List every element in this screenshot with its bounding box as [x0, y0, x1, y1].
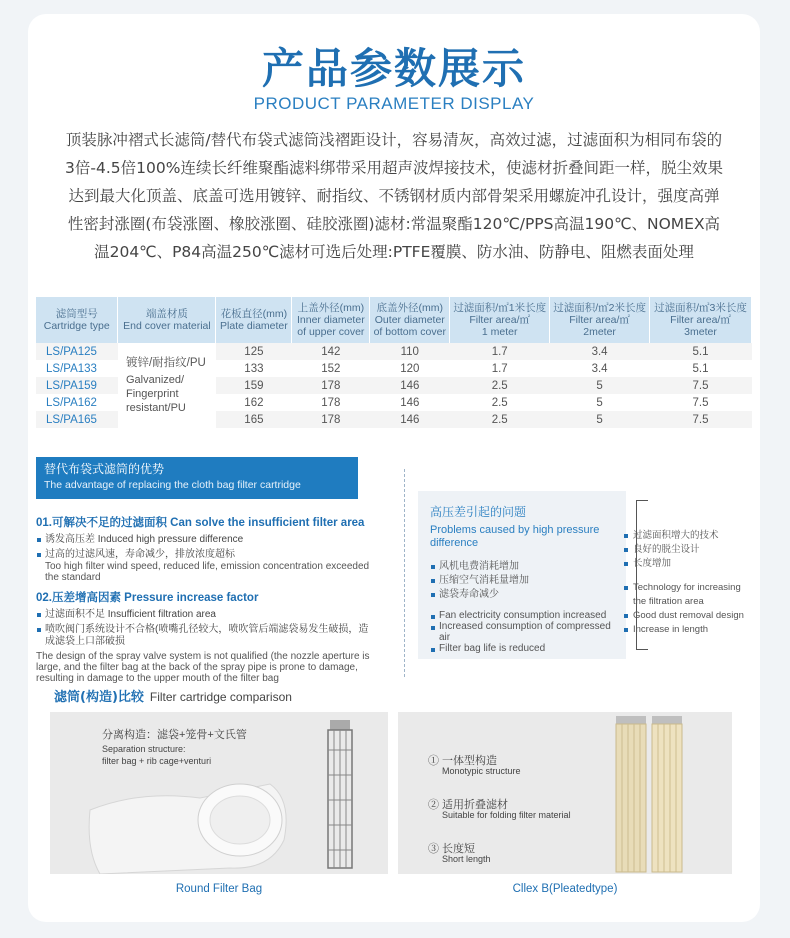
- cell-area2: 3.4: [550, 360, 650, 377]
- cell-area3: 5.1: [650, 343, 752, 360]
- cell-upper: 178: [292, 394, 370, 411]
- cell-plate: 125: [216, 343, 292, 360]
- pleated-feature-2-en: Suitable for folding filter material: [442, 810, 571, 820]
- cell-upper: 178: [292, 411, 370, 428]
- cell-upper: 152: [292, 360, 370, 377]
- cell-area3: 7.5: [650, 377, 752, 394]
- problem-item: 风机电费消耗增加: [430, 560, 616, 574]
- advantages-section: [36, 514, 371, 684]
- comparison-panel-pleated: [398, 712, 732, 874]
- bag-structure-cn: 分离构造：滤袋+笼骨+文氏管: [102, 729, 247, 741]
- advantage-heading-2: 02.压差增高因素 Pressure increase factor: [36, 592, 259, 604]
- intro-paragraph: 顶装脉冲褶式长滤筒/替代布袋式滤筒浅褶距设计，容易清灰，高效过滤，过滤面积为相同布袋的3倍-4.5倍100%连续长纤维聚酯滤料绑带采用超声波焊接技术，使滤材折叠间距一样，脱尘效果达到最大化顶盖、底盖可选用镀锌、耐指纹、不锈钢材质内部骨架采用螺旋冲孔设计，强度高弹性密封涨圈(布袋涨圈、橡胶涨圈、硅胶涨圈)滤材:常温聚酯120℃/PPS高温190℃、NOMEX高温204℃、P84高温250℃滤材可选后处理:PTFE覆膜、防水油、防静电、阻燃表面处理: [65, 131, 723, 261]
- cell-area3: 7.5: [650, 394, 752, 411]
- cell-bottom: 146: [370, 377, 450, 394]
- problems-title-cn: 高压差引起的问题: [430, 505, 527, 519]
- solution-item: 良好的脱尘设计: [624, 543, 760, 557]
- problems-title-en: Problems caused by high pressure difference: [430, 524, 600, 549]
- bag-structure-en1: Separation structure:: [102, 744, 186, 754]
- advantage-bullet-en: Too high filter wind speed, reduced life, emission concentration exceeded the standard: [45, 561, 370, 583]
- pleated-feature-3: ③ 长度短: [428, 843, 476, 855]
- cell-area1: 1.7: [450, 360, 550, 377]
- table-header-row: [36, 297, 752, 343]
- problem-item-en: Filter bag life is reduced: [430, 643, 616, 654]
- cell-plate: 165: [216, 411, 292, 428]
- cell-upper: 142: [292, 343, 370, 360]
- problem-item: 压缩空气消耗量增加: [430, 574, 616, 588]
- bag-structure-en2: filter bag + rib cage+venturi: [102, 756, 212, 766]
- cell-material: [118, 343, 216, 428]
- cell-area2: 5: [550, 411, 650, 428]
- content-card: [28, 14, 760, 922]
- comparison-title: 滤筒(构造)比较 Filter cartridge comparison: [54, 690, 292, 705]
- problems-box: [418, 491, 626, 659]
- solution-item-en: Good dust removal design: [624, 609, 760, 623]
- advantages-banner: [36, 457, 358, 499]
- advantage-bullet: 过滤面积不足 Insufficient filtration area: [36, 609, 371, 621]
- header-upper-cover: 上盖外径(mm) Inner diameter of upper cover: [292, 297, 370, 343]
- cell-area1: 2.5: [450, 394, 550, 411]
- cell-bottom: 146: [370, 411, 450, 428]
- page-subtitle: PRODUCT PARAMETER DISPLAY: [253, 94, 535, 113]
- parameter-table: [36, 297, 752, 428]
- cell-area2: 5: [550, 394, 650, 411]
- header-area-1m: 过滤面积/㎡1米长度 Filter area/㎡ 1 meter: [450, 297, 550, 343]
- cell-bottom: 110: [370, 343, 450, 360]
- problem-item: 滤袋寿命减少: [430, 588, 616, 602]
- cell-area1: 2.5: [450, 411, 550, 428]
- solutions-list: [624, 529, 760, 637]
- advantages-banner-cn: 替代布袋式滤筒的优势: [44, 462, 165, 476]
- pleated-feature-2: ② 适用折叠滤材: [428, 799, 509, 811]
- cell-area2: 3.4: [550, 343, 650, 360]
- divider: [404, 469, 405, 677]
- cell-model: LS/PA165: [36, 411, 118, 428]
- problem-item-en: Increased consumption of compressed air: [430, 621, 616, 643]
- advantage-bullet: 诱发高压差 Induced high pressure difference: [36, 534, 371, 546]
- cell-plate: 159: [216, 377, 292, 394]
- cell-area1: 2.5: [450, 377, 550, 394]
- cell-model: LS/PA162: [36, 394, 118, 411]
- header-area-3m: 过滤面积/㎡3米长度 Filter area/㎡ 3meter: [650, 297, 752, 343]
- comparison-panel-bag: [50, 712, 388, 874]
- material-cn: 镀锌/耐指纹/PU: [125, 357, 206, 369]
- material-en: Galvanized/ Fingerprint resistant/PU: [125, 374, 186, 414]
- solution-item: 过滤面积增大的技术: [624, 529, 760, 543]
- header-plate-diameter: 花板直径(mm) Plate diameter: [216, 297, 292, 343]
- cell-model: LS/PA125: [36, 343, 118, 360]
- table-row: [36, 343, 752, 360]
- cell-area3: 5.1: [650, 360, 752, 377]
- cell-area2: 5: [550, 377, 650, 394]
- caption-round-bag: Round Filter Bag: [175, 883, 263, 895]
- page-title: 产品参数展示: [261, 44, 526, 93]
- advantage-paragraph-en: The design of the spray valve system is not qualified (the nozzle aperture is large, and the filter bag at the back of the spray pipe is prone to damage, resulting in damage to the upper mouth of the filter bag: [36, 651, 370, 684]
- cell-area1: 1.7: [450, 343, 550, 360]
- advantage-heading-1: 01.可解决不足的过滤面积 Can solve the insufficient filter area: [36, 517, 365, 529]
- cell-bottom: 146: [370, 394, 450, 411]
- cell-model: LS/PA133: [36, 360, 118, 377]
- advantage-bullet: 喷吹阀门系统设计不合格(喷嘴孔径较大，喷吹管后端滤袋易发生破损，造成滤袋上口部破损: [36, 624, 371, 648]
- caption-pleated: Cllex B(Pleatedtype): [512, 883, 618, 895]
- cell-plate: 162: [216, 394, 292, 411]
- pleated-feature-3-en: Short length: [442, 854, 491, 864]
- cell-model: LS/PA159: [36, 377, 118, 394]
- header-area-2m: 过滤面积/㎡2米长度 Filter area/㎡ 2meter: [550, 297, 650, 343]
- header-cartridge-type: 滤筒型号 Cartridge type: [36, 297, 118, 343]
- problem-item-en: Fan electricity consumption increased: [430, 610, 616, 621]
- pleated-feature-1: ① 一体型构造: [428, 755, 498, 767]
- cell-area3: 7.5: [650, 411, 752, 428]
- cell-bottom: 120: [370, 360, 450, 377]
- filter-bag-image: [80, 770, 290, 874]
- solution-item-en: Technology for increasing: [624, 581, 760, 595]
- solution-item-en-cont: the filtration area: [633, 596, 704, 607]
- cell-upper: 178: [292, 377, 370, 394]
- pleated-cartridge-image: [612, 716, 688, 874]
- rib-cage-image: [320, 720, 360, 870]
- pleated-feature-1-en: Monotypic structure: [442, 766, 521, 776]
- advantage-bullet: 过高的过滤风速，寿命减少，排放浓度超标 Too high filter wind speed, reduced life, emission concentration exceeded the standard: [36, 549, 371, 583]
- solution-item: 长度增加: [624, 557, 760, 571]
- header-end-cover: 端盖材质 End cover material: [118, 297, 216, 343]
- solution-item-en: Increase in length: [624, 623, 760, 637]
- cell-plate: 133: [216, 360, 292, 377]
- advantages-banner-en: The advantage of replacing the cloth bag filter cartridge: [44, 479, 301, 491]
- header-bottom-cover: 底盖外径(mm) Outer diameter of bottom cover: [370, 297, 450, 343]
